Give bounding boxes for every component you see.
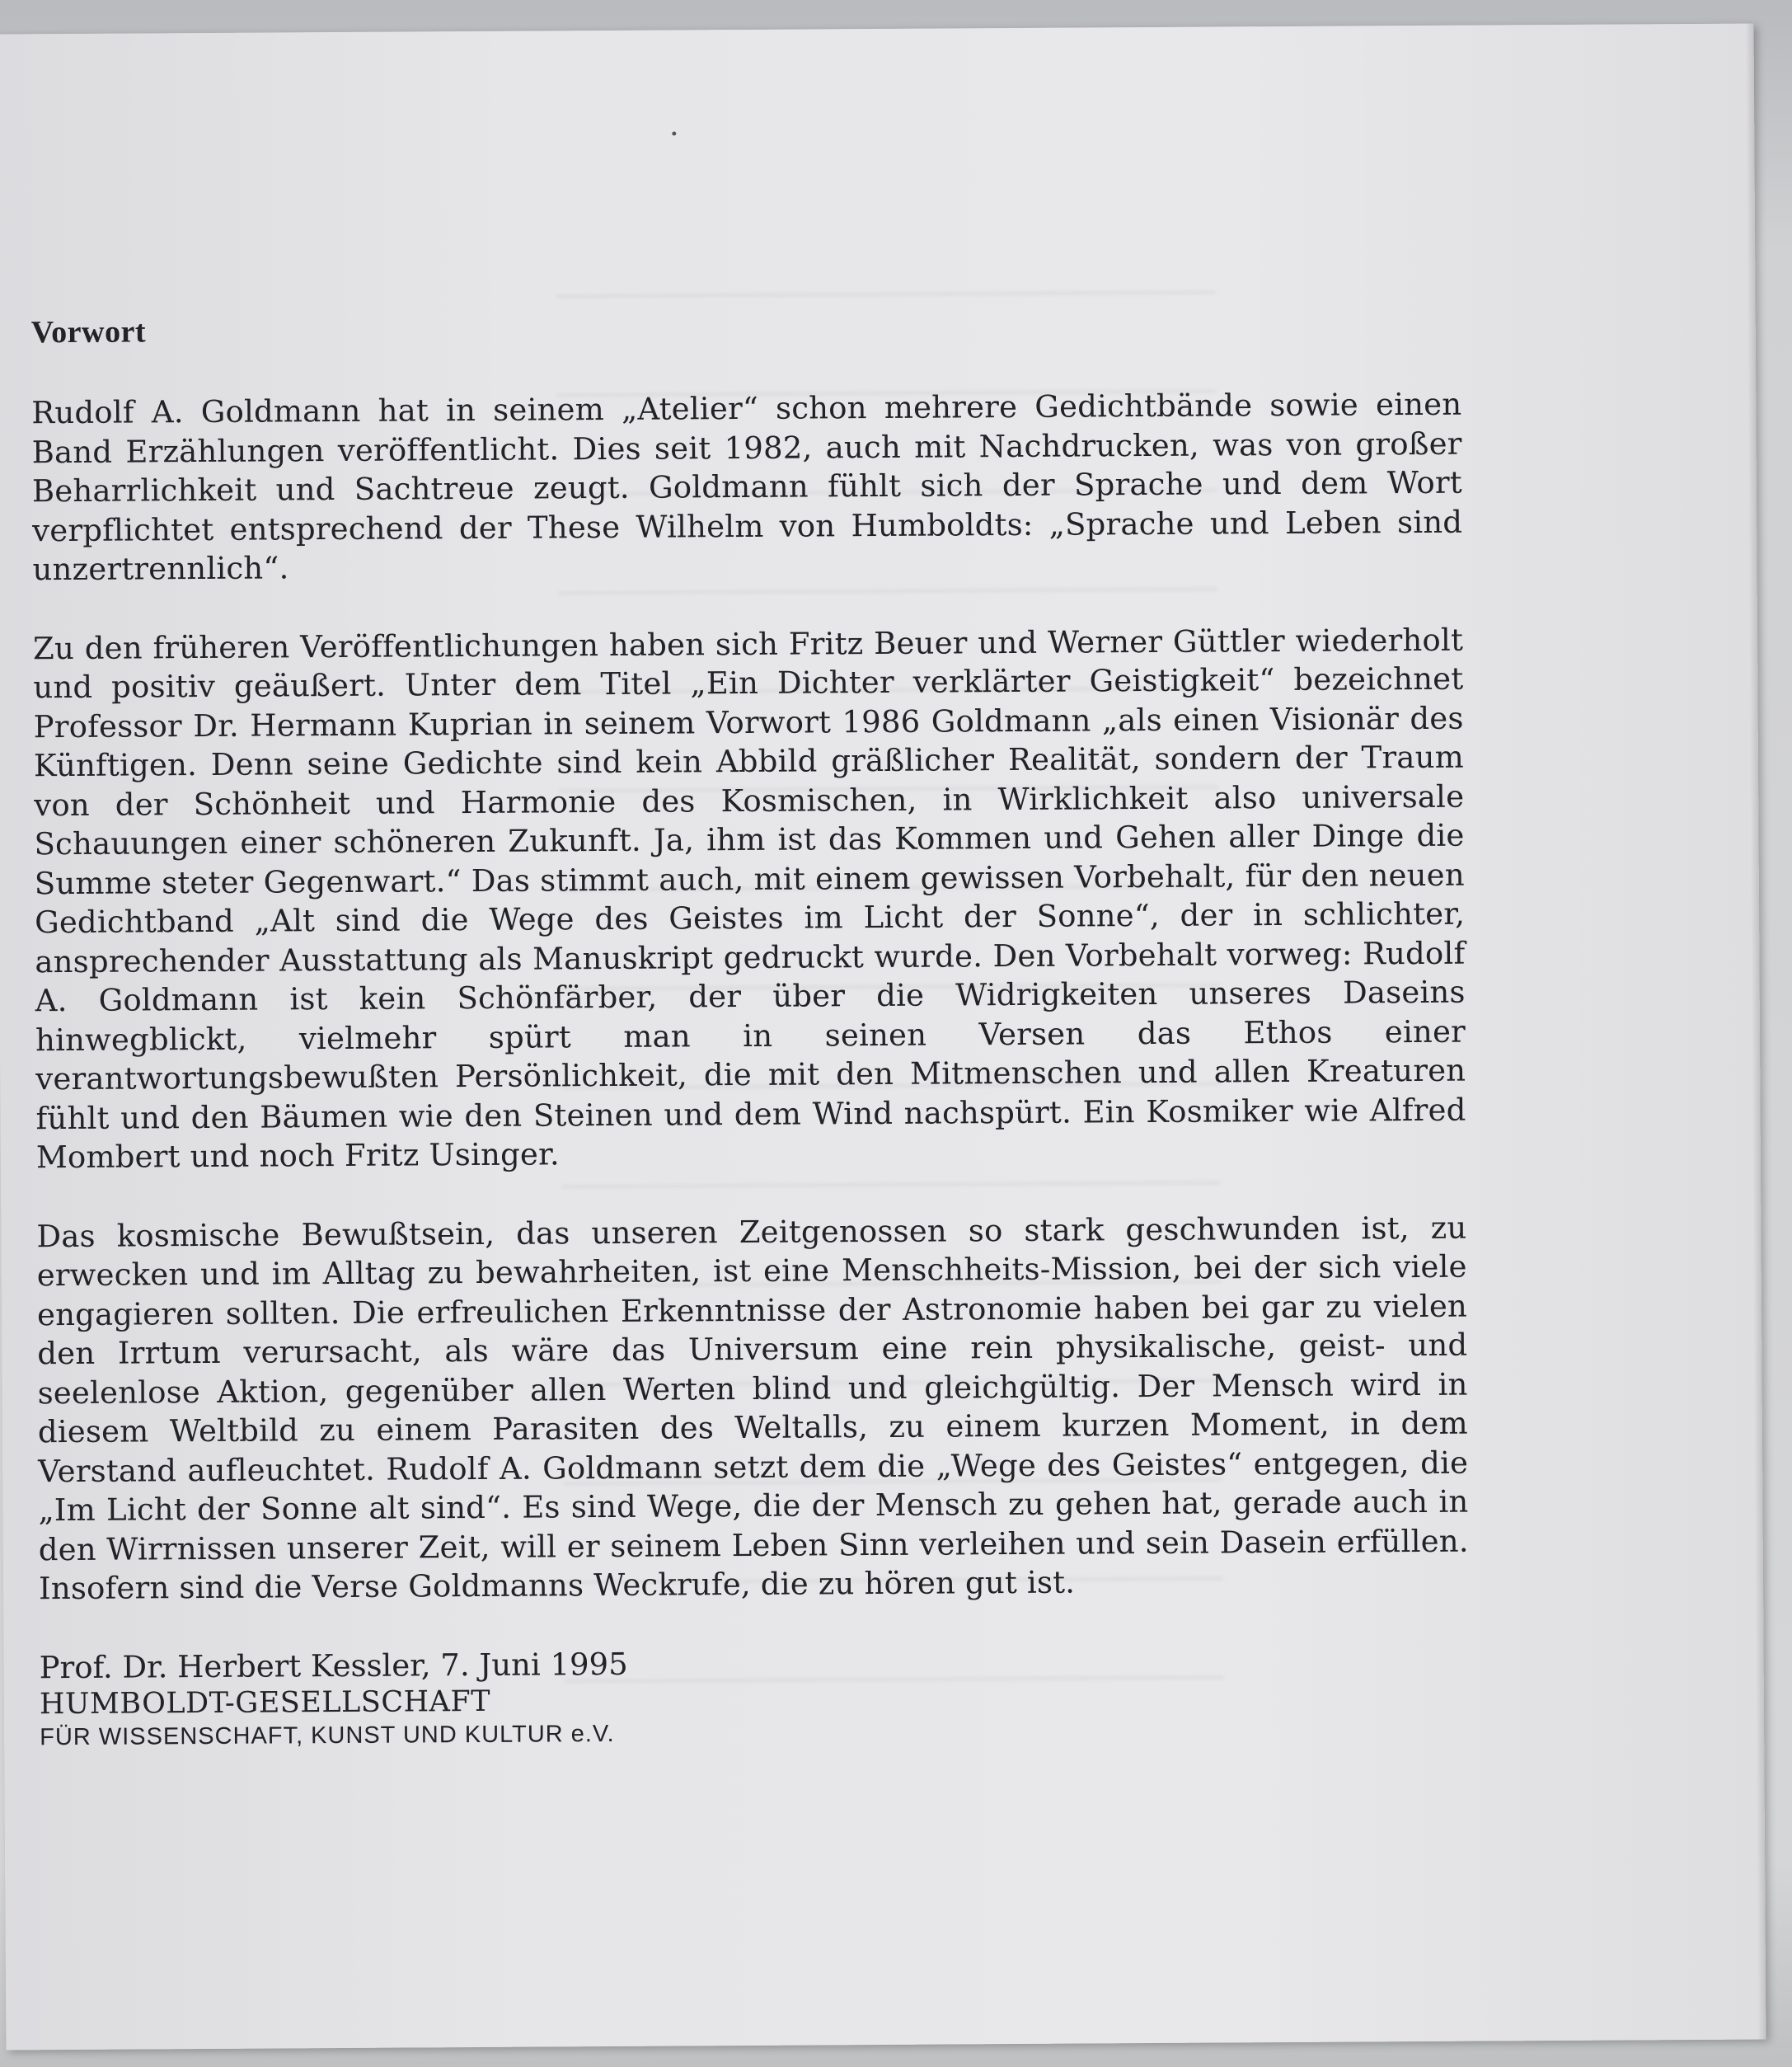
paper-speck [672,131,676,135]
paragraph-1: Rudolf A. Goldmann hat in seinem „Atelier“ schon mehrere Gedichtbände sowie einen Band Erzählungen veröffentlicht. Dies seit 1982, auch mit Nachdrucken, was von großer Beharrlichkeit und Sachtreue zeugt. Goldmann fühlt sich der Sprache und dem Wort verpflichtet entsprechend der These Wilhelm von Humboldts: „Sprache und Leben sind unzertrennlich“. [31,386,1463,588]
foreword-heading: Vorwort [30,314,147,350]
foreword-content [31,306,1471,1753]
book-page [0,24,1766,2051]
signature-organization-subtitle: FÜR WISSENSCHAFT, KUNST UND KULTUR e.V. [40,1720,615,1750]
signature-name-date: Prof. Dr. Herbert Kessler, 7. Juni 1995 [39,1646,628,1685]
paragraph-3: Das kosmische Bewußtsein, das unseren Zeitgenossen so stark geschwunden ist, zu erwecken und im Alltag zu bewahrheiten, ist eine Menschheits-Mission, bei der sich viele engagieren sollten. Die erfreulichen Erkenntnisse der Astronomie haben bei gar zu vielen den Irrtum verursacht, als wäre das Universum eine rein physikalische, geist- und seelenlose Aktion, gegenüber allen Werten blind und gleichgültig. Der Mensch wird in diesem Weltbild zu einem Parasiten des Weltalls, zu einem kurzen Moment, in dem Verstand aufleuchtet. Rudolf A. Goldmann setzt dem die „Wege des Geistes“ entgegen, die „Im Licht der Sonne alt sind“. Es sind Wege, die der Mensch zu gehen hat, gerade auch in den Wirrnissen unserer Zeit, will er seinem Leben Sinn verleihen und sein Dasein erfüllen. Insofern sind die Verse Goldmanns Weckrufe, die zu hören gut ist. [36,1210,1469,1607]
signature-organization: HUMBOLDT-GESELLSCHAFT [39,1684,491,1721]
paragraph-2: Zu den früheren Veröffentlichungen haben sich Fritz Beuer und Werner Güttler wiederholt und positiv geäußert. Unter dem Titel „Ein Dichter verklärter Geistigkeit“ bezeichnet Professor Dr. Hermann Kuprian in seinem Vorwort 1986 Goldmann „als einen Visionär des Künftigen. Denn seine Gedichte sind kein Abbild gräßlicher Realität, sondern der Traum von der Schönheit und Harmonie des Kosmischen, in Wirklichkeit also universale Schauungen einer schöneren Zukunft. Ja, ihm ist das Kommen und Gehen aller Dinge die Summe steter Gegenwart.“ Das stimmt auch, mit einem gewissen Vorbehalt, für den neuen Gedichtband „Alt sind die Wege des Geistes im Licht der Sonne“, der in schlichter, ansprechender Ausstattung als Manuskript gedruckt wurde. Den Vorbehalt vorweg: Rudolf A. Goldmann ist kein Schönfärber, der über die Widrigkeiten unseres Daseins hinwegblickt, vielmehr spürt man in seinen Versen das Ethos einer verantwortungsbewußten Persönlichkeit, die mit den Mitmenschen und allen Kreaturen fühlt und den Bäumen wie den Steinen und dem Wind nachspürt. Ein Kosmiker wie Alfred Mombert und noch Fritz Usinger. [32,622,1466,1176]
signature-block [40,1639,1471,1753]
